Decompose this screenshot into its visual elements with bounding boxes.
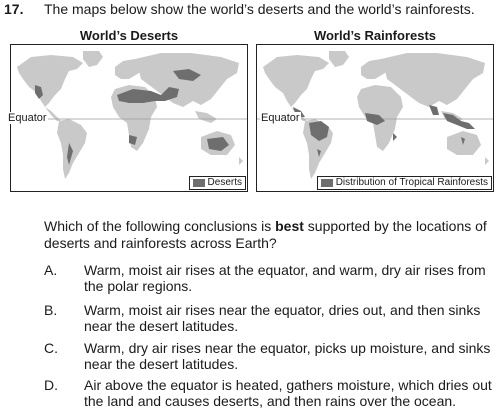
rainforests-legend-label: Distribution of Tropical Rainforests xyxy=(335,177,488,188)
choice-text: Air above the equator is heated, gathers moisture, which dries out the land and causes deserts, and then rains over the ocean. xyxy=(84,377,492,409)
rainforests-equator-label: Equator xyxy=(261,112,300,124)
rainforests-map-title: World’s Rainforests xyxy=(313,28,437,43)
deserts-equator-label: Equator xyxy=(8,112,47,124)
choice-letter: B. xyxy=(44,302,58,318)
choice-text: Warm, dry air rises near the equator, picks up moisture, and sinks near the desert latitudes. xyxy=(84,340,491,372)
choice-letter: A. xyxy=(44,262,58,278)
rainforests-map xyxy=(256,44,494,192)
choice-text: Warm, moist air rises near the equator, dries out, and then sinks near the desert latitudes. xyxy=(84,302,481,334)
rainforests-legend xyxy=(317,176,492,190)
world-land xyxy=(17,51,243,179)
deserts-map-title: World’s Deserts xyxy=(79,28,179,43)
question-prefix: Which of the following conclusions is xyxy=(44,218,276,234)
deserts-legend-swatch xyxy=(193,179,205,187)
deserts-legend-label: Deserts xyxy=(207,177,242,188)
question-intro: The maps below show the world’s deserts and the world’s rainforests. xyxy=(44,1,475,17)
choice-letter: D. xyxy=(44,377,58,393)
choice-text: Warm, moist air rises at the equator, and warm, dry air rises from the polar regions. xyxy=(84,262,486,294)
rainforests-legend-swatch xyxy=(321,179,333,187)
deserts-map xyxy=(10,44,248,192)
deserts-legend xyxy=(189,176,246,190)
question-emphasis: best xyxy=(275,218,304,234)
question-stem xyxy=(44,218,494,252)
question-number: 17. xyxy=(4,1,24,17)
choice-letter: C. xyxy=(44,340,58,356)
question-suffix: supported by the locations of deserts and rainforests across Earth? xyxy=(44,218,487,251)
